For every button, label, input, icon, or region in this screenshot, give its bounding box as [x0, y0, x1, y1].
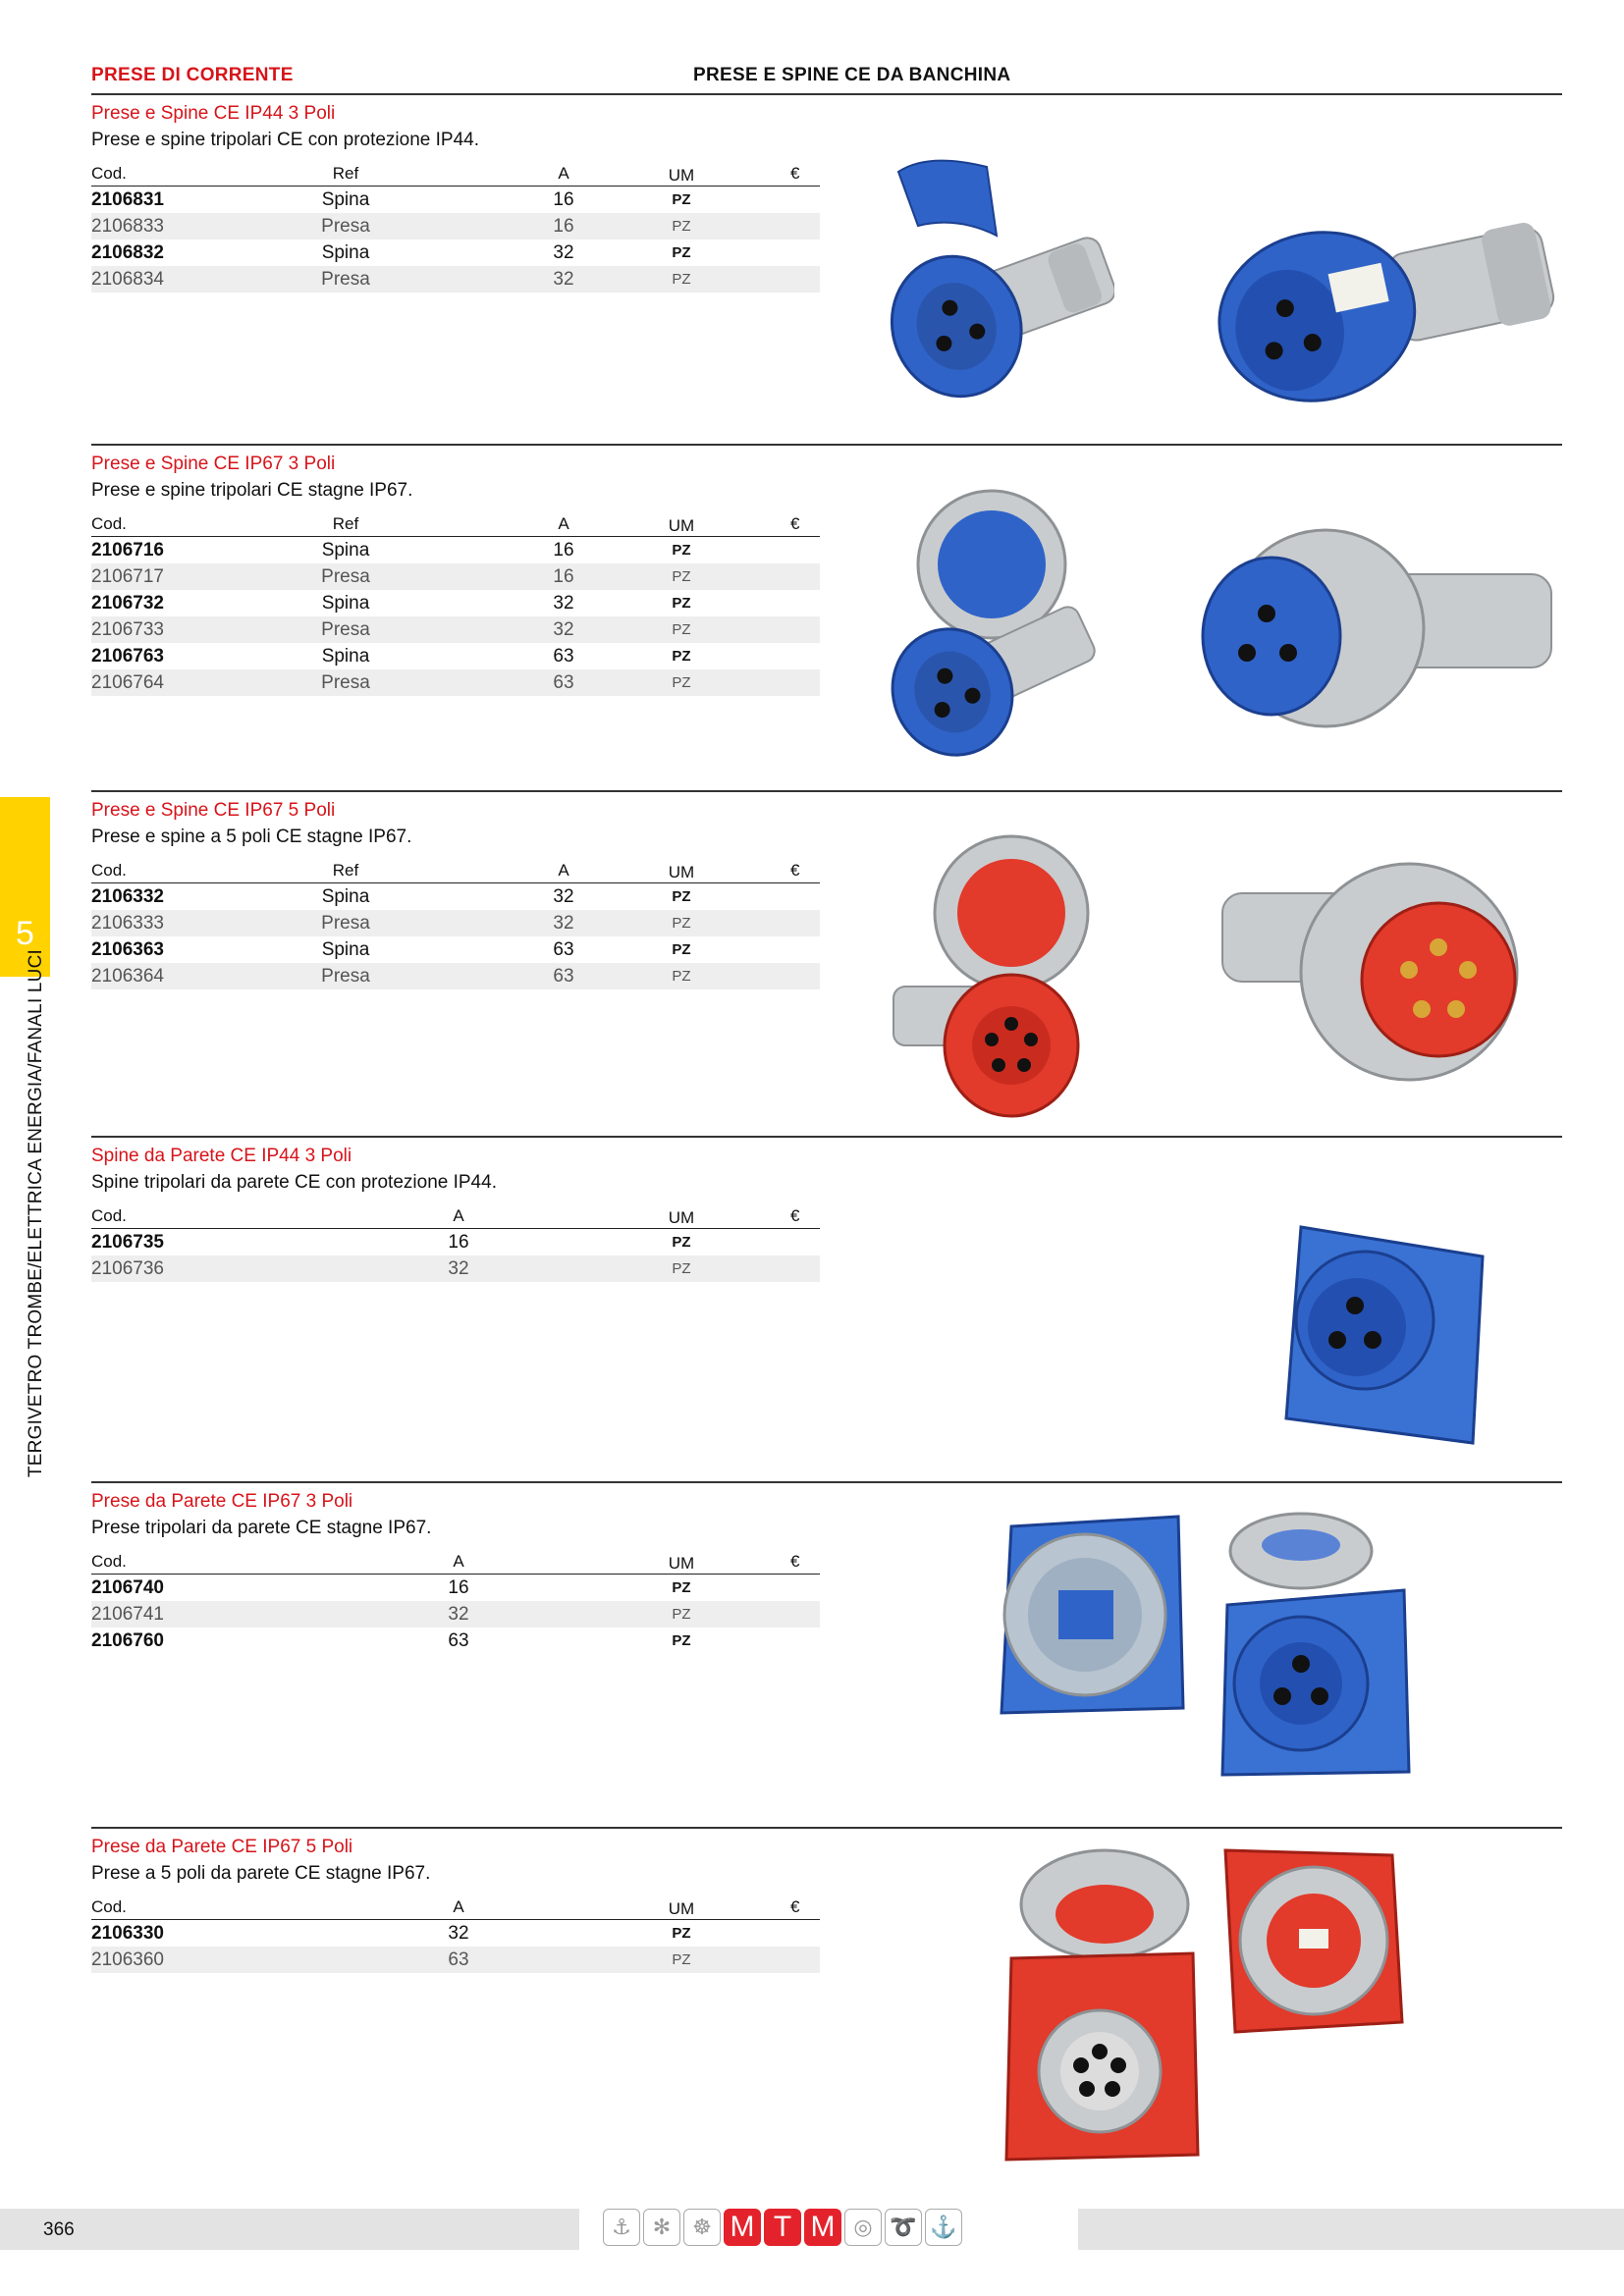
section-rule	[91, 790, 1562, 792]
section-description: Spine tripolari da parete CE con protezione IP44.	[91, 1172, 497, 1193]
m-icon: M	[804, 2209, 841, 2246]
product-table	[91, 1204, 820, 1282]
blue-ip67-socket-photo	[864, 486, 1100, 780]
cell-um: PZ	[672, 915, 691, 932]
cell-ref: Spina	[321, 646, 370, 667]
table-row	[91, 1229, 820, 1255]
col-ref: Ref	[332, 164, 359, 183]
red-plug-photo	[1218, 854, 1542, 1090]
cell-a: 63	[553, 672, 574, 693]
cell-a: 32	[553, 242, 574, 263]
blue-ip67-plug-photo	[1178, 520, 1561, 751]
table-row	[91, 1628, 820, 1654]
table-header	[91, 512, 820, 537]
wheel-icon: ☸	[683, 2209, 721, 2246]
col-a: A	[453, 1206, 464, 1225]
footer-bar-right	[1078, 2209, 1624, 2250]
blue-wall-socket-open-photo	[1208, 1512, 1414, 1777]
cell-ref: Spina	[321, 540, 370, 561]
table-header	[91, 1204, 820, 1229]
page-number: 366	[43, 2219, 75, 2240]
cell-um: PZ	[672, 218, 691, 235]
col-um: UM	[668, 166, 695, 185]
cell-um: PZ	[672, 941, 691, 958]
table-header	[91, 1550, 820, 1575]
table-row	[91, 1601, 820, 1628]
cell-um: PZ	[672, 968, 691, 985]
section-title: Spine da Parete CE IP44 3 Poli	[91, 1146, 352, 1166]
product-table	[91, 1896, 820, 1973]
cell-ref: Presa	[321, 913, 370, 934]
col-ref: Ref	[332, 861, 359, 880]
cell-um: PZ	[672, 271, 691, 288]
table-header	[91, 162, 820, 187]
cell-a: 16	[553, 566, 574, 587]
col-a: A	[453, 1897, 464, 1916]
section-title: Prese e Spine CE IP44 3 Poli	[91, 103, 336, 124]
product-table	[91, 512, 820, 696]
table-row	[91, 1255, 820, 1282]
table-row	[91, 643, 820, 669]
cell-ref: Presa	[321, 672, 370, 693]
cell-cod: 2106760	[91, 1630, 164, 1651]
table-row	[91, 883, 820, 910]
col-um: UM	[668, 1208, 695, 1227]
col-eur: €	[790, 164, 800, 183]
fisherman-icon: ⚓︎	[603, 2209, 640, 2246]
col-ref: Ref	[332, 514, 359, 533]
cell-ref: Presa	[321, 966, 370, 987]
cell-a: 32	[448, 1604, 469, 1625]
cell-um: PZ	[672, 568, 691, 585]
cell-um: PZ	[672, 1951, 691, 1968]
category-icons	[603, 2209, 962, 2250]
cell-um: PZ	[672, 621, 691, 638]
red-socket-photo	[879, 829, 1114, 1134]
section-title: Prese e Spine CE IP67 3 Poli	[91, 454, 336, 474]
col-a: A	[558, 861, 569, 880]
col-a: A	[558, 164, 569, 183]
table-row	[91, 590, 820, 616]
cell-cod: 2106741	[91, 1604, 164, 1625]
cell-a: 63	[448, 1630, 469, 1651]
col-cod: Cod.	[91, 1897, 127, 1916]
cell-um: PZ	[672, 1260, 691, 1277]
chapter-number: 5	[16, 915, 34, 952]
cell-um: PZ	[672, 1632, 691, 1649]
table-row	[91, 213, 820, 240]
cell-a: 16	[448, 1577, 469, 1598]
footer-bar-left	[0, 2209, 579, 2250]
cell-um: PZ	[672, 191, 691, 208]
cell-cod: 2106330	[91, 1923, 164, 1944]
red-wall-socket-closed-photo	[1216, 1845, 1407, 2037]
col-eur: €	[790, 861, 800, 880]
cell-cod: 2106332	[91, 886, 164, 907]
blue-socket-photo	[859, 147, 1114, 437]
chapter-title: TERGIVETRO TROMBE/ELETTRICA ENERGIA/FANALI LUCI	[26, 949, 46, 1477]
col-eur: €	[790, 1206, 800, 1225]
section-title: Prese da Parete CE IP67 3 Poli	[91, 1491, 353, 1512]
cell-cod: 2106733	[91, 619, 164, 640]
col-cod: Cod.	[91, 164, 127, 183]
cell-a: 32	[448, 1258, 469, 1279]
col-cod: Cod.	[91, 861, 127, 880]
table-row	[91, 1947, 820, 1973]
table-row	[91, 1575, 820, 1601]
table-row	[91, 616, 820, 643]
cell-a: 32	[553, 593, 574, 614]
table-header	[91, 859, 820, 883]
cell-cod: 2106831	[91, 189, 164, 210]
cell-um: PZ	[672, 1925, 691, 1942]
cell-cod: 2106764	[91, 672, 164, 693]
header-rule	[91, 93, 1562, 95]
cell-cod: 2106735	[91, 1232, 164, 1253]
cell-a: 32	[448, 1923, 469, 1944]
t-icon: T	[764, 2209, 801, 2246]
cell-ref: Presa	[321, 216, 370, 237]
cell-ref: Spina	[321, 593, 370, 614]
m-icon: M	[724, 2209, 761, 2246]
cell-um: PZ	[672, 674, 691, 691]
table-header	[91, 1896, 820, 1920]
cell-a: 16	[553, 540, 574, 561]
cell-a: 16	[448, 1232, 469, 1253]
cell-ref: Presa	[321, 269, 370, 290]
product-table	[91, 859, 820, 989]
col-cod: Cod.	[91, 1552, 127, 1571]
cell-cod: 2106832	[91, 242, 164, 263]
col-eur: €	[790, 514, 800, 533]
cell-cod: 2106717	[91, 566, 164, 587]
cell-ref: Spina	[321, 939, 370, 960]
table-row	[91, 187, 820, 213]
blue-wall-plug-photo	[1247, 1217, 1492, 1463]
table-row	[91, 563, 820, 590]
cell-um: PZ	[672, 1606, 691, 1623]
cell-cod: 2106716	[91, 540, 164, 561]
cell-cod: 2106333	[91, 913, 164, 934]
cell-a: 16	[553, 216, 574, 237]
cell-cod: 2106736	[91, 1258, 164, 1279]
cell-cod: 2106732	[91, 593, 164, 614]
page-category: PRESE DI CORRENTE	[91, 65, 294, 85]
cell-um: PZ	[672, 888, 691, 905]
cell-ref: Presa	[321, 619, 370, 640]
cell-a: 63	[553, 966, 574, 987]
table-row	[91, 910, 820, 936]
section-description: Prese e spine tripolari CE con protezione IP44.	[91, 130, 479, 150]
cell-ref: Spina	[321, 242, 370, 263]
section-rule	[91, 1136, 1562, 1138]
cell-um: PZ	[672, 1234, 691, 1251]
table-row	[91, 936, 820, 963]
cell-cod: 2106834	[91, 269, 164, 290]
cell-a: 63	[448, 1949, 469, 1970]
cell-a: 63	[553, 939, 574, 960]
red-wall-socket-open-photo	[997, 1845, 1208, 2164]
section-description: Prese a 5 poli da parete CE stagne IP67.	[91, 1863, 431, 1884]
cell-cod: 2106833	[91, 216, 164, 237]
cell-ref: Presa	[321, 566, 370, 587]
section-title: Prese da Parete CE IP67 5 Poli	[91, 1837, 353, 1857]
cell-um: PZ	[672, 595, 691, 612]
col-cod: Cod.	[91, 514, 127, 533]
table-row	[91, 963, 820, 989]
table-row	[91, 537, 820, 563]
cell-a: 63	[553, 646, 574, 667]
cell-um: PZ	[672, 244, 691, 261]
col-a: A	[558, 514, 569, 533]
col-cod: Cod.	[91, 1206, 127, 1225]
cell-cod: 2106360	[91, 1949, 164, 1970]
section-description: Prese e spine a 5 poli CE stagne IP67.	[91, 827, 412, 847]
cell-ref: Spina	[321, 189, 370, 210]
col-a: A	[453, 1552, 464, 1571]
product-table	[91, 162, 820, 293]
cell-cod: 2106740	[91, 1577, 164, 1598]
cell-um: PZ	[672, 1579, 691, 1596]
section-rule	[91, 1827, 1562, 1829]
col-um: UM	[668, 1899, 695, 1918]
cell-cod: 2106363	[91, 939, 164, 960]
table-row	[91, 669, 820, 696]
fan-icon: ✻	[643, 2209, 680, 2246]
col-eur: €	[790, 1897, 800, 1916]
cell-cod: 2106763	[91, 646, 164, 667]
col-eur: €	[790, 1552, 800, 1571]
section-rule	[91, 444, 1562, 446]
table-row	[91, 240, 820, 266]
section-rule	[91, 1481, 1562, 1483]
section-description: Prese tripolari da parete CE stagne IP67.	[91, 1518, 432, 1538]
product-table	[91, 1550, 820, 1654]
rope-icon: ➰	[885, 2209, 922, 2246]
section-title: Prese e Spine CE IP67 5 Poli	[91, 800, 336, 821]
cell-a: 32	[553, 913, 574, 934]
cell-a: 32	[553, 886, 574, 907]
blue-plug-photo	[1188, 177, 1561, 427]
col-um: UM	[668, 516, 695, 535]
cell-ref: Spina	[321, 886, 370, 907]
page-subcategory: PRESE E SPINE CE DA BANCHINA	[693, 65, 1011, 85]
table-row	[91, 266, 820, 293]
table-row	[91, 1920, 820, 1947]
col-um: UM	[668, 1554, 695, 1573]
blue-wall-socket-closed-photo	[992, 1512, 1188, 1723]
anchor-icon: ⚓	[925, 2209, 962, 2246]
cell-a: 32	[553, 619, 574, 640]
section-description: Prese e spine tripolari CE stagne IP67.	[91, 480, 413, 501]
cell-a: 32	[553, 269, 574, 290]
cell-um: PZ	[672, 648, 691, 665]
cell-um: PZ	[672, 542, 691, 559]
cell-a: 16	[553, 189, 574, 210]
cell-cod: 2106364	[91, 966, 164, 987]
lifebuoy-icon: ◎	[844, 2209, 882, 2246]
col-um: UM	[668, 863, 695, 881]
